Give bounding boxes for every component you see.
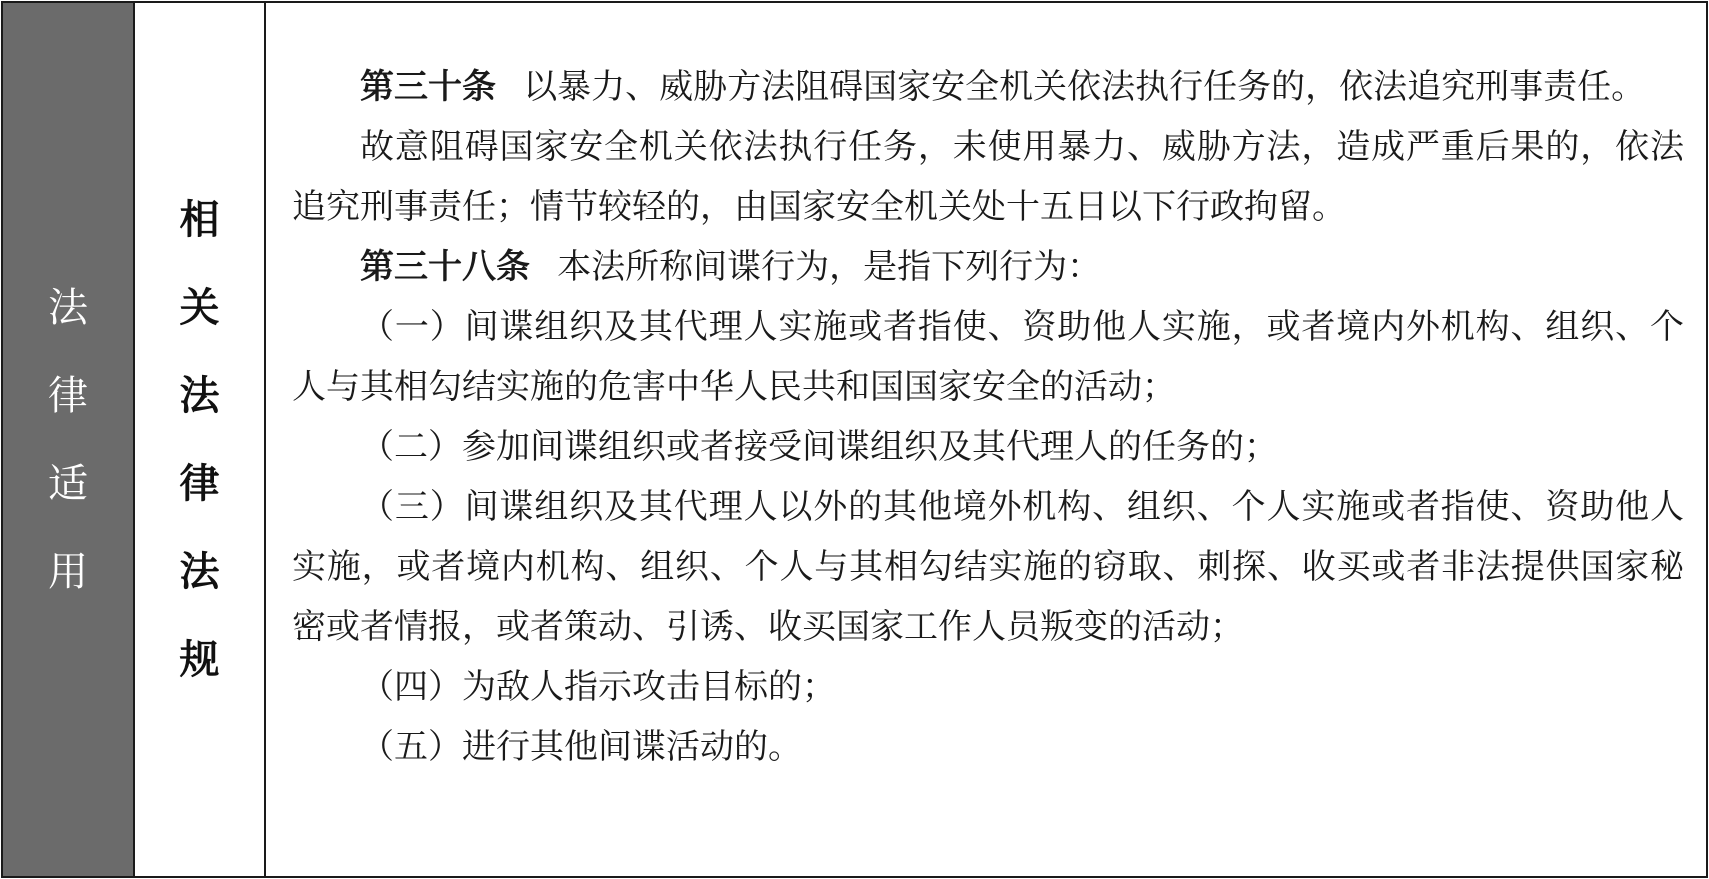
subcategory-char: 法 [179, 548, 220, 595]
subcategory-column [135, 3, 266, 876]
subcategory-char: 法 [179, 372, 220, 419]
category-char: 适 [48, 460, 88, 507]
paragraph-text: （三）间谍组织及其代理人以外的其他境外机构、组织、个人实施或者指使、资助他人实施，或者境内机构、组织、个人与其相勾结实施的窃取、刺探、收买或者非法提供国家秘密或者情报，或者策动、引诱、收买国家工作人员叛变的活动； [292, 487, 1684, 647]
paragraph-text: （五）进行其他间谍活动的。 [360, 727, 802, 767]
paragraph-text: （四）为敌人指示攻击目标的； [360, 667, 836, 707]
category-char: 用 [48, 548, 88, 595]
article-number: 第三十条 [360, 67, 496, 107]
article-number: 第三十八条 [360, 247, 530, 287]
paragraph-text: （一）间谍组织及其代理人实施或者指使、资助他人实施，或者境内外机构、组织、个人与其相勾结实施的危害中华人民共和国国家安全的活动； [292, 307, 1684, 407]
law-paragraph [292, 117, 1684, 237]
subcategory-char: 律 [179, 460, 220, 507]
legal-table [1, 1, 1708, 878]
paragraph-text: （二）参加间谍组织或者接受间谍组织及其代理人的任务的； [360, 427, 1278, 467]
category-column [3, 3, 135, 876]
category-char: 律 [48, 372, 88, 419]
subcategory-char: 规 [179, 636, 220, 683]
category-char: 法 [48, 284, 88, 331]
law-paragraph [292, 57, 1684, 117]
law-paragraph [292, 237, 1684, 297]
law-text-column [266, 3, 1706, 876]
law-paragraph [292, 717, 1684, 777]
law-paragraph [292, 477, 1684, 657]
paragraph-text: 本法所称间谍行为，是指下列行为： [557, 247, 1102, 287]
law-paragraph [292, 657, 1684, 717]
subcategory-char: 关 [179, 284, 220, 331]
law-paragraph [292, 297, 1684, 417]
paragraph-text: 以暴力、威胁方法阻碍国家安全机关依法执行任务的，依法追究刑事责任。 [523, 67, 1646, 107]
law-paragraph [292, 417, 1684, 477]
subcategory-char: 相 [179, 196, 220, 243]
paragraph-text: 故意阻碍国家安全机关依法执行任务，未使用暴力、威胁方法，造成严重后果的，依法追究刑事责任；情节较轻的，由国家安全机关处十五日以下行政拘留。 [292, 127, 1684, 227]
